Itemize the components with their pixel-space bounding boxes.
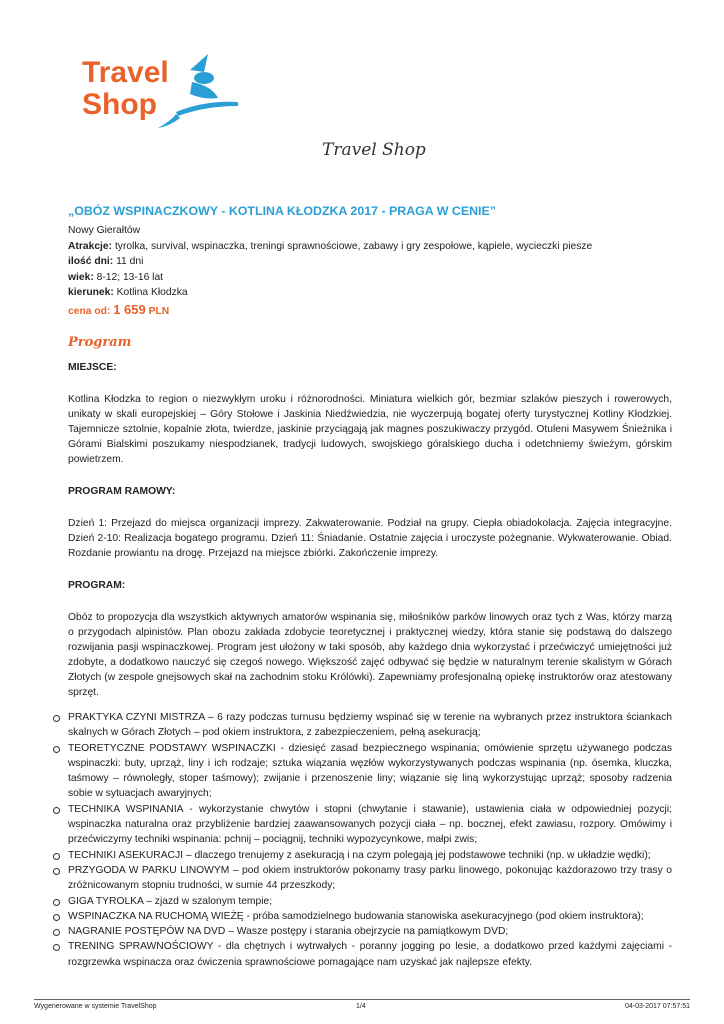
list-item: PRAKTYKA CZYNI MISTRZA – 6 razy podczas turnusu będziemy wspinać się w terenie na wybranych przez instruktora ściankach skalnych w Górach Złotych – pod okiem instruktora, z zabezpieczeniem, pełną asekuracją; [52,710,672,741]
place-heading: MIEJSCE: [68,362,117,373]
program-heading: PROGRAM: [68,580,126,591]
price-label: cena od: [68,305,111,317]
list-item: GIGA TYROLKA – zjazd w szalonym tempie; [52,894,672,909]
frame-program-heading: PROGRAM RAMOWY: [68,486,176,497]
direction-value: Kotlina Kłodzka [113,287,188,298]
footer-page-number: 1/4 [356,1003,366,1010]
direction-label: kierunek: [68,287,114,298]
attractions-label: Atrakcje: [68,240,113,252]
offer-location: Nowy Gierałtów [68,225,141,236]
offer-price [68,302,672,320]
price-currency: PLN [148,305,170,317]
offer-direction [68,285,672,301]
brand-name: Travel Shop [322,140,426,160]
days-value: 11 dni [113,256,144,267]
offer-meta [68,223,672,319]
footer-generated: Wygenerowane w systemie TravelShop [34,1003,157,1010]
list-item: TECHNIKA WSPINANIA - wykorzystanie chwytów i stopni (chwytanie i stawanie), ustawienia ciała w odpowiedniej pozycji; wspinaczka naturalna oraz przybliżenie bardziej zaawansowanych pozycji ciała – np. bocznej, efekt zawiasu, rozpory. Omówimy i przećwiczymy techniki wspinania: pchnij – pociągnij, techniki wypozycynkowe, małpi zwis; [52,802,672,848]
footer-datetime: 04-03-2017 07:57:51 [625,1003,690,1010]
frame-program-text: Dzień 1: Przejazd do miejsca organizacji imprezy. Zakwaterowanie. Podział na grupy. Ciepła obiadokolacja. Zajęcia integracyjne. Dzień 2-10: Realizacja bogatego programu. Dzień 11: Śniadanie. Ostatnie zajęcia i uroczyste pożegnanie. Wykwaterowanie. Obiad. Rozdanie prowiantu na drogę. Przejazd na miejsce zbiórki. Zakończenie imprezy. [68,518,672,559]
age-value: 8-12; 13-16 lat [93,271,164,283]
list-item: NAGRANIE POSTĘPÓW NA DVD – Wasze postępy i starania obejrzycie na pamiątkowym DVD; [52,924,672,939]
list-item: TECHNIKI ASEKURACJI – dlaczego trenujemy z asekuracją i na czym polegają jej podstawowe techniki (np. w układzie wędki); [52,848,672,863]
logo-text-travel: Travel [82,56,169,89]
list-item: PRZYGODA W PARKU LINOWYM – pod okiem instruktorów pokonamy trasy parku linowego, pokonując każdorazowo trzy trasy o zróżnicowanym stopniu trudności, w sumie 44 przeszkody; [52,863,672,894]
place-text: Kotlina Kłodzka to region o niezwykłym uroku i różnorodności. Miniatura wielkich gór, bezmiar szlaków pieszych i rowerowych, unikaty w skali europejskiej – Góry Stołowe i Jaskinia Niedźwiedzia, nie wyczerpują bogatej oferty turystycznej Kotliny Kłodzkiej. Tajemnicze sztolnie, kopalnie złota, twierdze, jaskinie przyciągają jak magnes poszukiwaczy przygód. Otuleni Masywem Śnieżnika i Górami Bialskimi poszukamy niespodzianek, tradycji ludowych, swojskiego góralskiego ducha i odetchniemy świeżym, górskim powietrzem. [68,394,672,465]
list-item: TRENING SPRAWNOŚCIOWY - dla chętnych i wytrwałych - poranny jogging po lesie, a dodatkowo przed każdymi zajęciami - rozgrzewka wspinacza oraz ćwiczenia sprawnościowe pomagające nam uzyskać jak najlepsze efekty. [52,939,672,970]
price-amount: 1 659 [113,301,146,317]
logo-text-shop: Shop [82,88,157,121]
list-item: WSPINACZKA NA RUCHOMĄ WIEŻĘ - próba samodzielnego budowania stanowiska asekuracyjnego (pod okiem instruktora); [52,909,672,924]
travelshop-logo [80,52,240,142]
witch-on-broom-icon [158,54,238,128]
offer-title: „OBÓZ WSPINACZKOWY - KOTLINA KŁODZKA 2017 - PRAGA W CENIE” [68,204,496,218]
program-items-list [52,710,672,970]
days-label: ilość dni: [68,256,114,267]
offer-days [68,254,672,270]
offer-attractions [68,239,672,255]
offer-content [68,204,672,970]
age-label: wiek: [68,271,94,283]
page-footer [34,999,690,1010]
program-section-title: Program [68,335,132,350]
offer-age [68,270,672,286]
list-item: TEORETYCZNE PODSTAWY WSPINACZKI - dziesięć zasad bezpiecznego wspinania; omówienie sprzętu używanego podczas wspinaczki: buty, uprząż, liny i ich rodzaje; sztuka wiązania węzłów wykorzystywanych podczas wspinania (np. ósemka, kluczka, taśmowy – równoległy, stoper taśmowy); zwijanie i przenoszenie liny; wiązanie się liną wykorzystując uprząż; sposoby radzenia sobie w sytuacjach awaryjnych; [52,741,672,802]
program-text: Obóz to propozycja dla wszystkich aktywnych amatorów wspinania się, miłośników parków linowych oraz tych z Was, którzy marzą o przygodach alpinistów. Plan obozu zakłada zdobycie teoretycznej i praktycznej wiedzy, która stanie się podstawą do dalszego rozwijania pasji wspinaczkowej. Program jest ułożony w taki sposób, aby każdego dnia wykorzystać i przećwiczyć umiejętności już zdobyte, a dodatkowo nauczyć się czegoś nowego. Większość zajęć odbywać się będzie w naturalnym terenie skalistym w Górach Złotych (w zespole gnejsowych skał na zachodnim stoku Królówki). Zapewniamy profesjonalną opiekę instruktorów oraz atestowany sprzęt. [68,612,672,698]
attractions-value: tyrolka, survival, wspinaczka, treningi sprawnościowe, zabawy i gry zespołowe, kąpiele, wycieczki piesze [112,240,593,252]
